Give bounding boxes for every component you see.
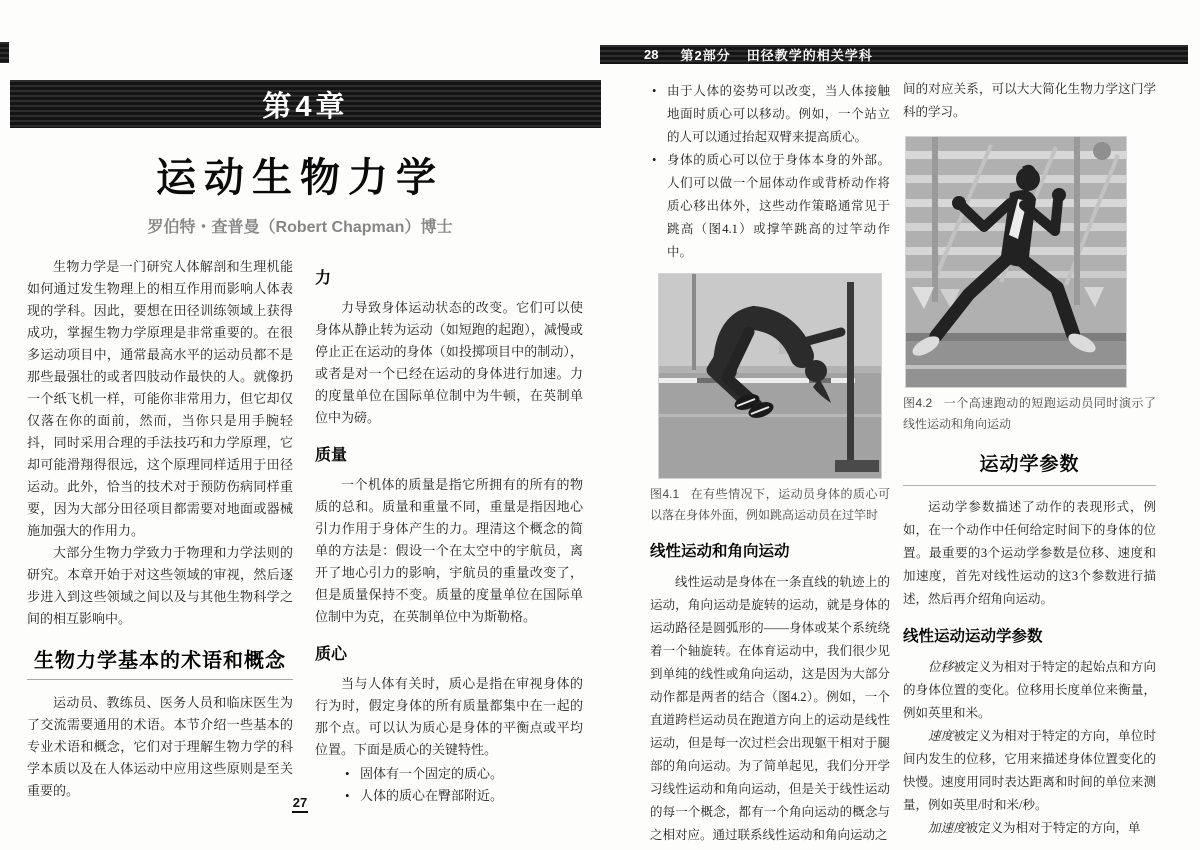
figure-caption-text: 在有些情况下，运动员身体的质心可以落在身体外面，例如跳高运动员在过竿时 — [650, 487, 890, 522]
list-item: • 人体的质心在臀部附近。 — [343, 785, 583, 807]
list-item: • 身体的质心可以位于身体本身的外部。人们可以做一个屈体动作或背桥动作将质心移出体外，这些动作策略通常见于跳高（图4.1）或撑竿跳高的过竿动作中。 — [650, 149, 890, 264]
part-label: 第2部分 — [680, 48, 731, 63]
right-page-column-2 — [903, 78, 1156, 840]
paragraph: 一个机体的质量是指它所拥有的所有的物质的总和。质量和重量不同，重量是指因地心引力作用于身体产生的力。理清这个概念的简单的方法是：假设一个在太空中的宇航员，离开了地心引力的影响，宇航员的重量改变了，但是质量保持不变。质量的度量单位在国际单位制中为克，在英制单位中为斯勒格。 — [315, 477, 583, 624]
term-velocity: 速度 — [928, 729, 954, 743]
paragraph-displacement: 位移被定义为相对于特定的起始点和方向的身体位置的变化。位移用长度单位来衡量，例如英里和米。 — [903, 660, 1156, 720]
subheading-linear-angular-motion: 线性运动和角向运动 — [650, 543, 790, 560]
page-number: 28 — [644, 47, 659, 62]
paragraph: 线性运动是身体在一条直线的轨迹上的运动，角向运动是旋转的运动，就是身体的运动路径是圆弧形的——身体或某个系统绕着一个轴旋转。在体育运动中，我们很少见到单纯的线性或角向运动，这是因为大部分动作都是两者的结合（图4.2）。例如，一个直道跨栏运动员在跑道方向上的运动是线性运动，但是每一次过栏会出现躯干相对于腿部的角向运动。为了简单起见，我们分开学习线性运动和角向运动，但是关于线性运动的每一个概念，都有一个角向运动的概念与之相对应。通过联系线性运动和角向运动之 — [650, 575, 890, 842]
subheading-linear-kinematics: 线性运动运动学参数 — [903, 628, 1043, 645]
running-header-banner — [600, 45, 1188, 64]
subheading-mass: 质量 — [315, 447, 348, 464]
page-number: 27 — [292, 795, 308, 813]
figure-label: 图4.1 — [650, 487, 680, 501]
term-displacement: 位移 — [928, 660, 954, 674]
paragraph: 力导致身体运动状态的改变。它们可以使身体从静止转为运动（如短跑的起跑），减慢或停止正在运动的身体（如投掷项目中的制动），或者是对一个已经在运动的身体进行加速。力的度量单位在国际单位制中为牛顿，在英制单位中为磅。 — [315, 300, 583, 425]
figure-caption-text: 一个高速跑动的短跑运动员同时演示了线性运动和角向运动 — [903, 396, 1156, 431]
left-page-column-1 — [27, 256, 293, 802]
paragraph-continued: 间的对应关系，可以大大简化生物力学这门学科的学习。 — [903, 82, 1156, 119]
figure-label: 图4.2 — [903, 396, 933, 410]
right-page-column-1 — [650, 78, 890, 847]
subheading-force: 力 — [315, 270, 332, 287]
list-item: • 由于人体的姿势可以改变，当人体接触地面时质心可以移动。例如，一个站立的人可以通过抬起双臂来提高质心。 — [650, 80, 890, 149]
paragraph: 运动学参数描述了动作的表现形式，例如，在一个动作中任何给定时间下的身体的位置。最重要的3个运动学参数是位移、速度和加速度，首先对线性运动的这3个参数进行描述，然后再介绍角向运动。 — [903, 500, 1156, 606]
subheading-center-of-mass: 质心 — [315, 646, 348, 663]
com-properties-list-continued — [650, 80, 890, 264]
section-heading-kinematics: 运动学参数 — [903, 453, 1156, 486]
term-acceleration: 加速度 — [928, 821, 966, 835]
figure-4-1 — [650, 273, 890, 526]
page-number-footer — [0, 794, 600, 813]
paragraph: 生物力学是一门研究人体解剖和生理机能如何通过发生物理上的相互作用而影响人体表现的学科。因此，要想在田径训练领域上获得成功，掌握生物力学原理是非常重要的。在很多运动项目中，通常最高水平的运动员都不是那些最强壮的或者四肢动作最快的人。就像扔一个纸飞机一样，可能你非常用力，但它却仅仅落在你的面前，然而，当你只是用手腕轻抖，同时采用合理的手法技巧和力学原理，它却可能滑翔得很远，这个原理同样适用于田径运动。此外，恰当的技术对于预防伤病同样重要，因为大部分田径项目都需要对地面或器械施加强大的作用力。 — [27, 259, 293, 538]
page-edge-tab — [0, 42, 9, 63]
chapter-author: 罗伯特・查普曼（Robert Chapman）博士 — [147, 219, 453, 236]
figure-4-1-caption — [650, 484, 890, 526]
paragraph: 当与人体有关时，质心是指在审视身体的行为时，假定身体的所有质量都集中在一起的那个点。可以认为质心是身体的平衡点或平均位置。下面是质心的关键特性。 — [315, 676, 583, 757]
list-item: • 固体有一个固定的质心。 — [343, 763, 583, 785]
figure-4-2 — [903, 136, 1156, 435]
chapter-title: 运动生物力学 — [156, 156, 444, 200]
section-heading-terms: 生物力学基本的术语和概念 — [27, 650, 293, 680]
chapter-number: 第4章 — [262, 90, 349, 123]
chapter-banner — [10, 80, 601, 128]
high-jumper-photo — [658, 273, 882, 479]
paragraph-velocity: 速度被定义为相对于特定的方向，单位时间内发生的位移，它用来描述身体位置变化的快慢。速度用同时表达距离和时间的单位来测量，例如英里/时和米/秒。 — [903, 729, 1156, 812]
paragraph: 运动员、教练员、医务人员和临床医生为了交流需要通用的术语。本节介绍一些基本的专业术语和概念，它们对于理解生物力学的科学本质以及在人体运动中应用这些原则是至关重要的。 — [27, 695, 293, 798]
paragraph-acceleration: 加速度被定义为相对于特定的方向，单 — [928, 821, 1141, 835]
paragraph: 大部分生物力学致力于物理和力学法则的研究。本章开始于对这些领域的审视，然后逐步进入到这些领域之间以及与其他生物科学之间的相互影响中。 — [27, 545, 293, 626]
left-page-column-2 — [315, 256, 583, 807]
part-title: 田径教学的相关学科 — [746, 48, 873, 63]
sprinter-photo — [905, 136, 1127, 388]
figure-4-2-caption — [903, 393, 1156, 435]
